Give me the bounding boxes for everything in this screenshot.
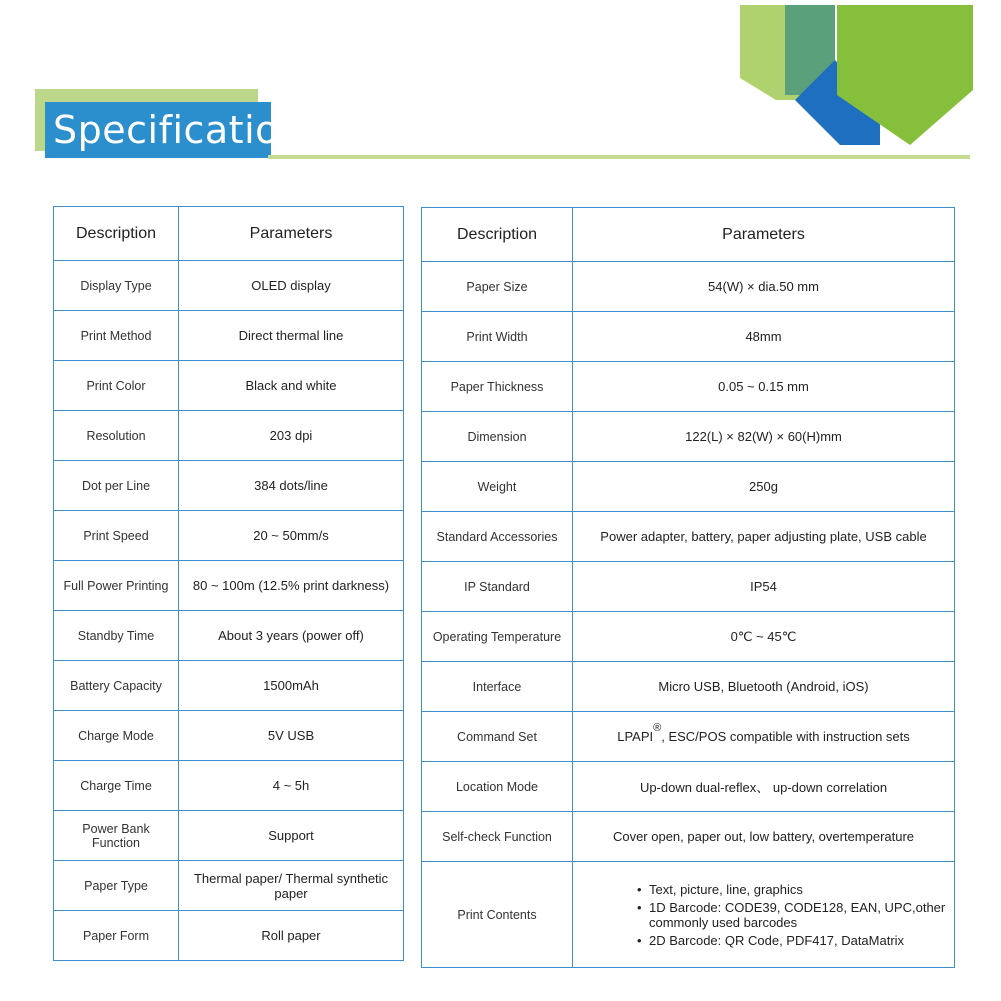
spec-description: Print Contents <box>422 862 573 968</box>
spec-parameter: 384 dots/line <box>179 461 404 511</box>
spec-description: Command Set <box>422 712 573 762</box>
spec-parameter: 1500mAh <box>179 661 404 711</box>
corner-decoration <box>700 0 1000 160</box>
table-row <box>54 711 404 761</box>
spec-parameter: 54(W) × dia.50 mm <box>573 262 955 312</box>
table-row <box>422 662 955 712</box>
table-row <box>422 512 955 562</box>
spec-parameter: Direct thermal line <box>179 311 404 361</box>
table-row <box>54 311 404 361</box>
table-header-row <box>54 207 404 261</box>
table-row <box>54 611 404 661</box>
spec-description: Print Width <box>422 312 573 362</box>
table-row <box>422 762 955 812</box>
spec-parameter: Micro USB, Bluetooth (Android, iOS) <box>573 662 955 712</box>
spec-description: Resolution <box>54 411 179 461</box>
spec-parameter: IP54 <box>573 562 955 612</box>
spec-parameter: 80 ~ 100m (12.5% print darkness) <box>179 561 404 611</box>
table-row <box>422 812 955 862</box>
spec-description: Location Mode <box>422 762 573 812</box>
title-underline <box>268 155 970 159</box>
spec-description: Interface <box>422 662 573 712</box>
column-header-parameters: Parameters <box>573 208 955 262</box>
spec-parameter <box>573 862 955 968</box>
table-row <box>54 811 404 861</box>
column-header-parameters: Parameters <box>179 207 404 261</box>
spec-parameter: Black and white <box>179 361 404 411</box>
table-header-row <box>422 208 955 262</box>
spec-description: Full Power Printing <box>54 561 179 611</box>
left-spec-table <box>53 206 404 961</box>
table-row <box>422 562 955 612</box>
spec-description: Print Color <box>54 361 179 411</box>
spec-parameter: Up-down dual-reflex、 up-down correlation <box>573 762 955 812</box>
spec-description: Paper Type <box>54 861 179 911</box>
table-row <box>54 911 404 961</box>
spec-description: Paper Thickness <box>422 362 573 412</box>
spec-parameter: 4 ~ 5h <box>179 761 404 811</box>
list-item: • 2D Barcode: QR Code, PDF417, DataMatrix <box>637 933 950 948</box>
registered-mark: ® <box>653 722 662 734</box>
table-row <box>54 461 404 511</box>
spec-description: Dot per Line <box>54 461 179 511</box>
command-set-name: LPAPI <box>617 729 654 744</box>
table-row <box>54 761 404 811</box>
title-banner <box>45 102 324 158</box>
table-row <box>422 412 955 462</box>
spec-parameter: 0.05 ~ 0.15 mm <box>573 362 955 412</box>
table-row <box>54 861 404 911</box>
spec-parameter: Power adapter, battery, paper adjusting plate, USB cable <box>573 512 955 562</box>
table-row <box>422 862 955 968</box>
spec-description: Battery Capacity <box>54 661 179 711</box>
column-header-description: Description <box>54 207 179 261</box>
spec-description: Paper Size <box>422 262 573 312</box>
spec-parameter <box>573 712 955 762</box>
spec-parameter: Thermal paper/ Thermal synthetic paper <box>179 861 404 911</box>
print-contents-list <box>577 882 950 948</box>
spec-description: Paper Form <box>54 911 179 961</box>
spec-description: Display Type <box>54 261 179 311</box>
spec-parameter: OLED display <box>179 261 404 311</box>
command-set-detail: , ESC/POS compatible with instruction sets <box>661 729 910 744</box>
table-row <box>422 312 955 362</box>
table-row <box>422 462 955 512</box>
spec-parameter: 20 ~ 50mm/s <box>179 511 404 561</box>
table-row <box>54 511 404 561</box>
spec-description: Self-check Function <box>422 812 573 862</box>
spec-parameter: Support <box>179 811 404 861</box>
spec-parameter: 203 dpi <box>179 411 404 461</box>
spec-parameter: About 3 years (power off) <box>179 611 404 661</box>
list-item: • 1D Barcode: CODE39, CODE128, EAN, UPC,other commonly used barcodes <box>637 900 950 930</box>
spec-description: Weight <box>422 462 573 512</box>
table-row <box>422 262 955 312</box>
spec-description: Print Speed <box>54 511 179 561</box>
list-item: • Text, picture, line, graphics <box>637 882 950 897</box>
spec-parameter: 0℃ ~ 45℃ <box>573 612 955 662</box>
spec-description: Charge Mode <box>54 711 179 761</box>
table-row <box>422 712 955 762</box>
spec-description: IP Standard <box>422 562 573 612</box>
table-row <box>54 411 404 461</box>
spec-description: Dimension <box>422 412 573 462</box>
spec-description: Operating Temperature <box>422 612 573 662</box>
spec-parameter: Roll paper <box>179 911 404 961</box>
spec-description: Power Bank Function <box>54 811 179 861</box>
table-row <box>422 612 955 662</box>
page-title: Specifications <box>53 108 324 152</box>
table-row <box>54 361 404 411</box>
table-row <box>422 362 955 412</box>
table-row <box>54 261 404 311</box>
spec-parameter: 122(L) × 82(W) × 60(H)mm <box>573 412 955 462</box>
spec-parameter: Cover open, paper out, low battery, overtemperature <box>573 812 955 862</box>
spec-parameter: 48mm <box>573 312 955 362</box>
spec-parameter: 5V USB <box>179 711 404 761</box>
spec-description: Charge Time <box>54 761 179 811</box>
column-header-description: Description <box>422 208 573 262</box>
spec-description: Standby Time <box>54 611 179 661</box>
spec-parameter: 250g <box>573 462 955 512</box>
spec-description: Print Method <box>54 311 179 361</box>
right-spec-table <box>421 207 955 968</box>
spec-description: Standard Accessories <box>422 512 573 562</box>
table-row <box>54 661 404 711</box>
table-row <box>54 561 404 611</box>
